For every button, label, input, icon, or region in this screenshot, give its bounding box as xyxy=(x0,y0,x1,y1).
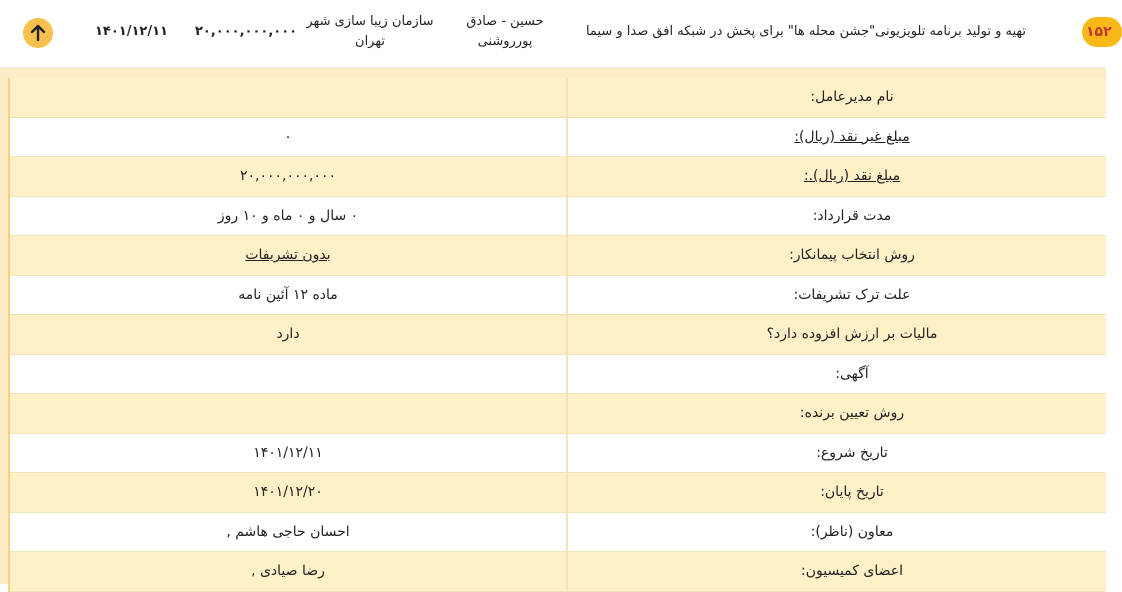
row-label: روش تعیین برنده: xyxy=(568,394,1106,433)
table-row xyxy=(10,434,1106,474)
row-label: علت ترک تشریفات: xyxy=(568,276,1106,315)
table-row xyxy=(10,118,1106,158)
row-value xyxy=(10,355,568,394)
row-label: معاون (ناظر): xyxy=(568,513,1106,552)
contract-summary-row[interactable] xyxy=(0,0,1112,68)
details-panel xyxy=(0,68,1106,584)
row-number-badge: ۱۵۲ xyxy=(1082,17,1122,47)
details-table xyxy=(8,78,1106,592)
row-label: مالیات بر ارزش افزوده دارد؟ xyxy=(568,315,1106,354)
table-row xyxy=(10,276,1106,316)
row-value xyxy=(10,394,568,433)
row-value: احسان حاجی هاشم , xyxy=(10,513,568,552)
contract-amount: ۲۰,۰۰۰,۰۰۰,۰۰۰ xyxy=(195,24,298,39)
table-row xyxy=(10,197,1106,237)
row-label: تاریخ شروع: xyxy=(568,434,1106,473)
table-row xyxy=(10,394,1106,434)
collapse-button[interactable] xyxy=(23,18,53,48)
organization-name xyxy=(300,12,440,52)
row-value: رضا صیادی , xyxy=(10,552,568,591)
row-label: روش انتخاب پیمانکار: xyxy=(568,236,1106,275)
table-row xyxy=(10,315,1106,355)
organization-name-line2: تهران xyxy=(355,34,385,49)
row-label: نام مدیرعامل: xyxy=(568,78,1106,117)
contractor-name-line1: حسین - صادق xyxy=(466,14,544,29)
arrow-up-icon xyxy=(30,24,46,42)
row-value xyxy=(10,78,568,117)
contractor-name-line2: پورروشنی xyxy=(477,34,533,49)
table-row xyxy=(10,473,1106,513)
row-label: تاریخ پایان: xyxy=(568,473,1106,512)
table-row xyxy=(10,552,1106,592)
row-value: ۲۰,۰۰۰,۰۰۰,۰۰۰ xyxy=(10,157,568,196)
row-label: مدت قرارداد: xyxy=(568,197,1106,236)
contract-title: تهیه و تولید برنامه تلویزیونی"جشن محله ها" برای پخش در شبکه افق صدا و سیما xyxy=(585,24,1026,39)
contract-date: ۱۴۰۱/۱۲/۱۱ xyxy=(95,24,168,39)
table-row xyxy=(10,78,1106,118)
row-value: ۰ xyxy=(10,118,568,157)
table-row xyxy=(10,157,1106,197)
contractor-name xyxy=(455,12,555,52)
row-value-link[interactable]: بدون تشریفات xyxy=(10,236,568,275)
row-label: آگهی: xyxy=(568,355,1106,394)
table-row xyxy=(10,236,1106,276)
row-label: اعضای کمیسیون: xyxy=(568,552,1106,591)
table-row xyxy=(10,513,1106,553)
row-label-link[interactable]: مبلغ غیر نقد (ریال): xyxy=(568,118,1106,157)
row-label-link[interactable]: مبلغ نقد (ریال).: xyxy=(568,157,1106,196)
row-value: ۱۴۰۱/۱۲/۲۰ xyxy=(10,473,568,512)
row-value: ماده ۱۲ آئین نامه xyxy=(10,276,568,315)
row-value: ۰ سال و ۰ ماه و ۱۰ روز xyxy=(10,197,568,236)
row-value: دارد xyxy=(10,315,568,354)
table-row xyxy=(10,355,1106,395)
organization-name-line1: سازمان زیبا سازی شهر xyxy=(306,14,434,29)
row-value: ۱۴۰۱/۱۲/۱۱ xyxy=(10,434,568,473)
